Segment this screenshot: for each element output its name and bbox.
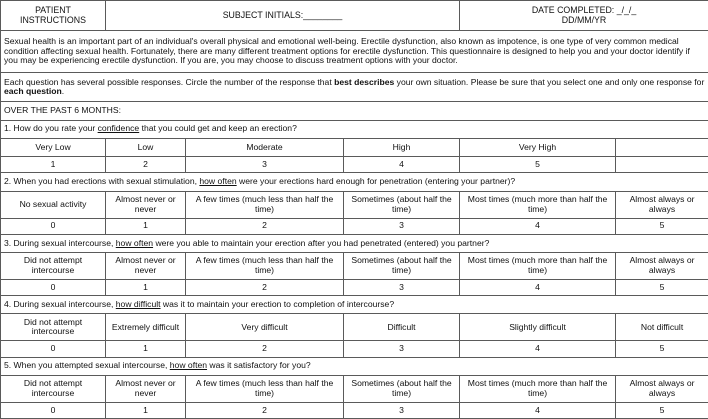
q1-score-4[interactable]: 4 [344, 157, 460, 173]
q2-score-5[interactable]: 5 [616, 218, 708, 234]
subject-initials-field[interactable]: SUBJECT INITIALS:________ [106, 1, 460, 31]
period-label: OVER THE PAST 6 MONTHS: [1, 102, 708, 120]
q4-score-3[interactable]: 3 [344, 341, 460, 357]
q1-answer-3: Moderate [186, 138, 344, 156]
q5-answers-row [1, 375, 708, 402]
q4-score-5[interactable]: 5 [616, 341, 708, 357]
q5-score-5[interactable]: 5 [616, 402, 708, 418]
q5-row [1, 357, 708, 375]
header-row [1, 1, 708, 31]
q1-score-2[interactable]: 2 [106, 157, 186, 173]
q3-score-1[interactable]: 1 [106, 279, 186, 295]
q2-score-3[interactable]: 3 [344, 218, 460, 234]
q5-answer-0: Did not attempt intercourse [1, 375, 106, 402]
q2-answer-0: No sexual activity [1, 191, 106, 218]
q4-score-0[interactable]: 0 [1, 341, 106, 357]
period-row [1, 102, 708, 120]
q3-question-text-pre: 3. During sexual intercourse, [4, 237, 116, 248]
q4-scores-row [1, 341, 708, 357]
q4-question-text-pre: 4. During sexual intercourse, [4, 298, 116, 309]
q5-score-2[interactable]: 2 [186, 402, 344, 418]
q4-answer-0: Did not attempt intercourse [1, 314, 106, 341]
q3-score-2[interactable]: 2 [186, 279, 344, 295]
q4-question-keyword: how difficult [115, 298, 161, 309]
q5-answer-2: A few times (much less than half the time) [186, 375, 344, 402]
q2-score-1[interactable]: 1 [106, 218, 186, 234]
q1-score-5[interactable]: 5 [460, 157, 616, 173]
q2-question [1, 173, 708, 191]
q5-answer-3: Sometimes (about half the time) [344, 375, 460, 402]
patient-instructions-heading: PATIENT INSTRUCTIONS [1, 1, 106, 31]
q2-score-0[interactable]: 0 [1, 218, 106, 234]
q5-question-keyword: how often [169, 360, 208, 371]
q5-question-text-pre: 5. When you attempted sexual intercourse, [4, 360, 170, 371]
instructions-emphasis-each-question: each question [4, 86, 62, 97]
q3-answer-1: Almost never or never [106, 253, 186, 280]
q4-score-4[interactable]: 4 [460, 341, 616, 357]
q5-question [1, 357, 708, 375]
q2-answer-4: Most times (much more than half the time) [460, 191, 616, 218]
instructions-text-e: . [61, 86, 65, 97]
q2-score-2[interactable]: 2 [186, 218, 344, 234]
q4-answer-4: Slightly difficult [460, 314, 616, 341]
instructions-paragraph [1, 73, 708, 102]
q2-scores-row [1, 218, 708, 234]
q2-row [1, 173, 708, 191]
q1-answer-5: Very High [460, 138, 616, 156]
q1-answers-row [1, 138, 708, 156]
q4-answer-1: Extremely difficult [106, 314, 186, 341]
q1-question-keyword: confidence [97, 123, 140, 134]
date-completed-label: DATE COMPLETED: _/_/_ [531, 4, 637, 15]
q4-answers-row [1, 314, 708, 341]
q4-answer-5: Not difficult [616, 314, 708, 341]
q1-score-1[interactable]: 1 [1, 157, 106, 173]
q1-question-text-pre: 1. How do you rate your [4, 123, 98, 134]
q3-answer-3: Sometimes (about half the time) [344, 253, 460, 280]
q4-question [1, 296, 708, 314]
q5-answer-5: Almost always or always [616, 375, 708, 402]
q4-question-text-post: was it to maintain your erection to completion of intercourse? [160, 298, 395, 309]
q2-score-4[interactable]: 4 [460, 218, 616, 234]
q1-answer-2: Low [106, 138, 186, 156]
q2-question-text-pre: 2. When you had erections with sexual stimulation, [4, 176, 200, 187]
intro-row [1, 31, 708, 73]
q4-answer-3: Difficult [344, 314, 460, 341]
q3-question [1, 234, 708, 252]
q5-score-0[interactable]: 0 [1, 402, 106, 418]
q3-score-4[interactable]: 4 [460, 279, 616, 295]
q3-question-keyword: how often [115, 237, 154, 248]
q2-question-keyword: how often [199, 176, 237, 187]
q3-row [1, 234, 708, 252]
q4-row [1, 296, 708, 314]
q2-answer-1: Almost never or never [106, 191, 186, 218]
q3-question-text-post: were you able to maintain your erection after you had penetrated (entered) you partner? [153, 237, 490, 248]
q1-answer-empty [616, 138, 708, 156]
q1-answer-4: High [344, 138, 460, 156]
q2-question-text-post: were your erections hard enough for penetration (entering your partner)? [236, 176, 516, 187]
q4-answer-2: Very difficult [186, 314, 344, 341]
q5-score-1[interactable]: 1 [106, 402, 186, 418]
q1-question [1, 120, 708, 138]
q2-answer-3: Sometimes (about half the time) [344, 191, 460, 218]
instructions-row [1, 73, 708, 102]
q1-scores-row [1, 157, 708, 173]
q4-score-1[interactable]: 1 [106, 341, 186, 357]
q2-answer-5: Almost always or always [616, 191, 708, 218]
q5-scores-row [1, 402, 708, 418]
q5-question-text-post: was it satisfactory for you? [207, 360, 311, 371]
q3-score-5[interactable]: 5 [616, 279, 708, 295]
q3-answer-5: Almost always or always [616, 253, 708, 280]
q5-score-4[interactable]: 4 [460, 402, 616, 418]
q2-answers-row [1, 191, 708, 218]
q4-score-2[interactable]: 2 [186, 341, 344, 357]
q5-answer-4: Most times (much more than half the time) [460, 375, 616, 402]
q3-scores-row [1, 279, 708, 295]
q3-answer-0: Did not attempt intercourse [1, 253, 106, 280]
intro-paragraph: Sexual health is an important part of an individual's overall physical and emotional well-being. Erectile dysfunction, also known as impotence, is one type of very common medical condition affecting sexual health. Fortunately, there are many different treatment options for erectile dysfunction. This questionnaire is designed to help you and your doctor identify if you may be experiencing erectile dysfunction. If you are, you may choose to discuss treatment options with your doctor. [1, 31, 708, 73]
q3-answer-2: A few times (much less than half the time) [186, 253, 344, 280]
q1-question-text-post: that you could get and keep an erection? [139, 123, 297, 134]
q5-answer-1: Almost never or never [106, 375, 186, 402]
q3-answers-row [1, 253, 708, 280]
q3-answer-4: Most times (much more than half the time) [460, 253, 616, 280]
instructions-text-c: your own situation. Please be sure that you select one and only one response for [394, 76, 705, 87]
q1-score-empty [616, 157, 708, 173]
instructions-text-a: Each question has several possible responses. Circle the number of the response that [4, 76, 335, 87]
q1-answer-1: Very Low [1, 138, 106, 156]
q3-score-3[interactable]: 3 [344, 279, 460, 295]
q2-answer-2: A few times (much less than half the time) [186, 191, 344, 218]
q1-row [1, 120, 708, 138]
date-format-label: DD/MM/YR [561, 14, 607, 25]
instructions-emphasis-best-describes: best describes [334, 76, 395, 87]
q1-score-3[interactable]: 3 [186, 157, 344, 173]
date-completed-field[interactable] [460, 1, 708, 31]
q5-score-3[interactable]: 3 [344, 402, 460, 418]
q3-score-0[interactable]: 0 [1, 279, 106, 295]
